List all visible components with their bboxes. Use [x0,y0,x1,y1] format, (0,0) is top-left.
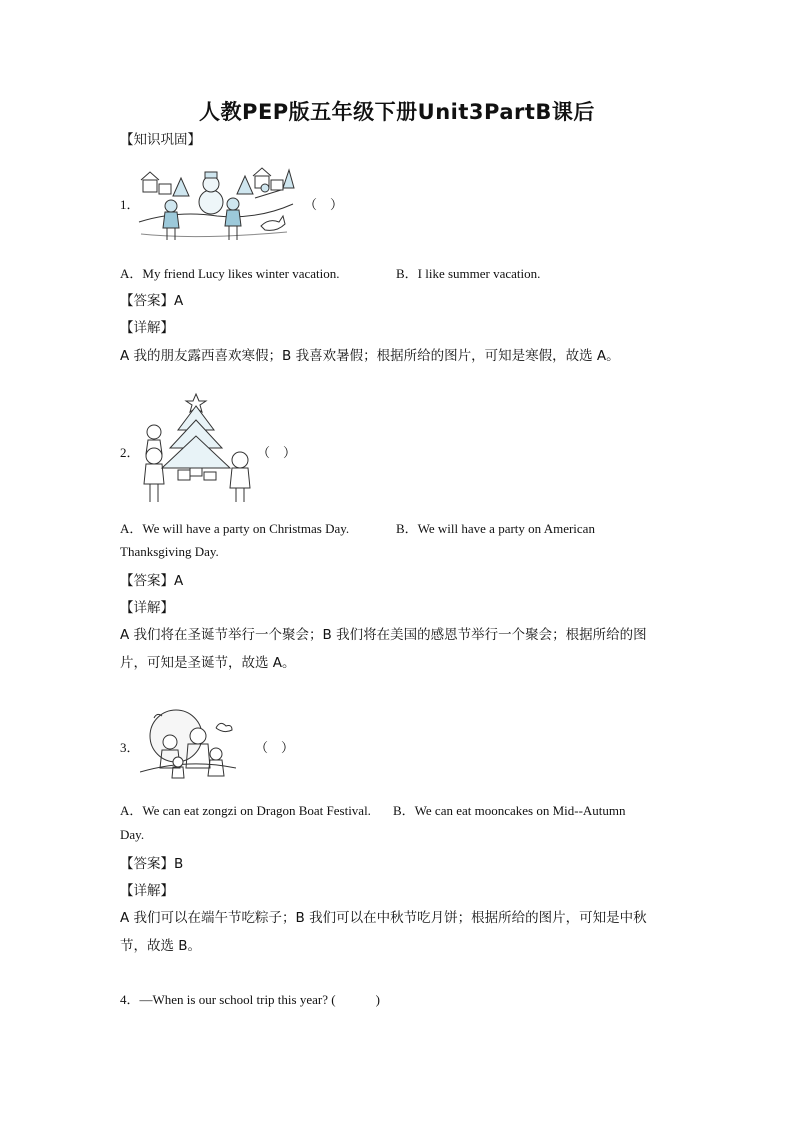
question-2-option-b-continued: Thanksgiving Day. [120,544,219,559]
question-1-explanation: A 我的朋友露西喜欢寒假；B 我喜欢暑假；根据所给的图片，可知是寒假，故选 A。 [120,348,620,364]
section-label: 【知识巩固】 [120,132,201,148]
question-3-option-b: B．We can eat mooncakes on Mid--Autumn [393,803,626,818]
page-title: 人教PEP版五年级下册Unit3PartB课后 [199,100,595,124]
question-1-option-a: A．My friend Lucy likes winter vacation. [120,266,340,281]
question-3-option-a: A．We can eat zongzi on Dragon Boat Festival. [120,803,371,818]
question-2-option-a: A．We will have a party on Christmas Day. [120,521,350,536]
question-2-explanation-line-2: 片，可知是圣诞节，故选 A。 [120,655,296,671]
question-2-answer: 【答案】A [120,573,184,589]
question-4-number: 4． [120,992,140,1007]
question-3-answer: 【答案】B [120,856,184,872]
question-3-explanation-line-1: A 我们可以在端午节吃粽子；B 我们可以在中秋节吃月饼；根据所给的图片，可知是中秋 [120,910,647,926]
question-3-detail-label: 【详解】 [120,883,174,899]
question-1-detail-label: 【详解】 [120,320,174,336]
question-1-answer-blank: （ ） [304,197,344,212]
question-1-number: 1． [120,197,140,212]
question-4 [120,989,380,1008]
family-moon-icon [140,706,236,782]
question-2-detail-label: 【详解】 [120,600,174,616]
question-3-answer-blank: （ ） [255,740,295,755]
question-4-text: —When is our school trip this year? ( [139,992,336,1007]
question-3-explanation-line-2: 节，故选 B。 [120,938,202,954]
question-3-number: 3． [120,740,140,755]
question-1-answer: 【答案】A [120,293,184,309]
question-2-answer-blank: （ ） [257,445,297,460]
question-4-paren-close: ) [375,992,380,1007]
snowman-children-icon [137,160,295,246]
question-1-option-b: B．I like summer vacation. [396,266,541,281]
question-2-option-b: B．We will have a party on American [396,521,595,536]
question-2-explanation-line-1: A 我们将在圣诞节举行一个聚会；B 我们将在美国的感恩节举行一个聚会；根据所给的图 [120,627,647,643]
christmas-tree-children-icon [138,392,256,506]
question-3-option-b-continued: Day. [120,827,145,842]
question-2-number: 2． [120,445,140,460]
